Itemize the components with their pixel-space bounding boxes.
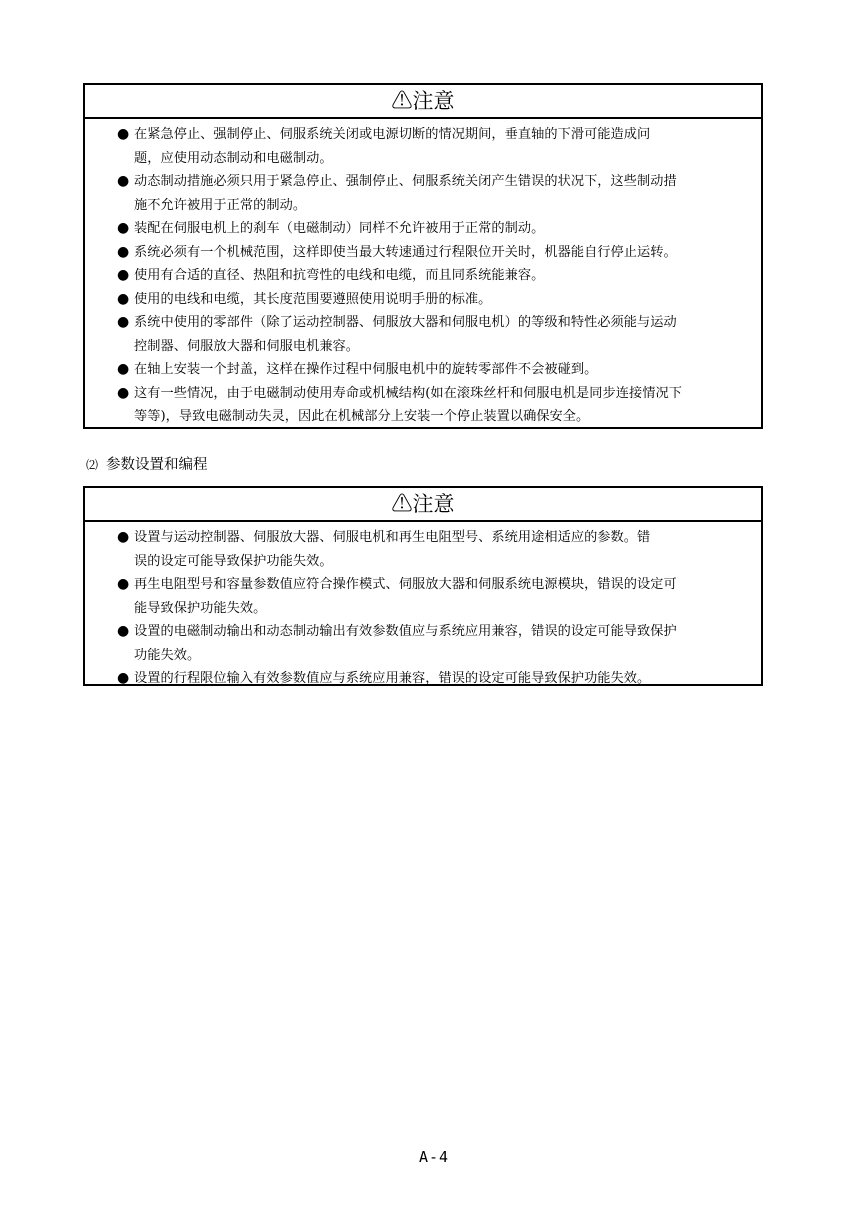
caution-item-line: 再生电阻型号和容量参数值应符合操作模式、伺服放大器和伺服系统电源模块，错误的设定可 (134, 577, 677, 592)
caution-item-line: 系统必须有一个机械范围，这样即使当最大转速通过行程限位开关时，机器能自行停止运转。 (134, 244, 677, 260)
caution-item-line: 使用有合适的直径、热阻和抗弯性的电线和电缆，而且同系统能兼容。 (134, 268, 545, 283)
caution-item-line: 题，应使用动态制动和电磁制动。 (134, 150, 333, 166)
caution-item-line: 这有一些情况，由于电磁制动使用寿命或机械结构(如在滚珠丝杆和伺服电机是同步连接情况下 (134, 385, 682, 401)
bullet-icon: ● (117, 384, 130, 401)
caution-box-braking (83, 83, 763, 429)
bullet-icon: ● (117, 220, 130, 236)
caution-header (85, 488, 761, 522)
caution-item-line: 功能失效。 (134, 647, 201, 663)
bullet-icon: ● (117, 670, 130, 686)
caution-item (117, 382, 755, 429)
page-number: A-4 (418, 1148, 450, 1166)
caution-item-line: 施不允许被用于正常的制动。 (134, 197, 307, 213)
caution-item-line: 控制器、伺服放大器和伺服电机兼容。 (134, 338, 360, 354)
caution-title: ⚠注意 (391, 491, 455, 516)
caution-list (85, 119, 761, 435)
caution-box-parameters (83, 486, 763, 686)
caution-item-line: 设置的电磁制动输出和动态制动输出有效参数值应与系统应用兼容，错误的设定可能导致保护 (134, 624, 677, 639)
caution-item-line: 设置与运动控制器、伺服放大器、伺服电机和再生电阻型号、系统用途相适应的参数。错 (134, 530, 651, 545)
caution-item (117, 288, 755, 312)
bullet-icon: ● (117, 529, 130, 545)
caution-header (85, 85, 761, 119)
caution-item-line: 等等)，导致电磁制动失灵，因此在机械部分上安装一个停止装置以确保安全。 (134, 409, 590, 424)
caution-item-line: 在紧急停止、强制停止、伺服系统关闭或电源切断的情况期间，垂直轴的下滑可能造成问 (134, 127, 651, 142)
caution-item (117, 264, 755, 288)
caution-item (117, 123, 755, 170)
caution-item-line: 误的设定可能导致保护功能失效。 (134, 553, 333, 569)
bullet-icon: ● (117, 173, 130, 189)
bullet-icon: ● (117, 267, 130, 283)
bullet-icon: ● (117, 623, 130, 639)
caution-item (117, 358, 755, 382)
caution-title: ⚠注意 (391, 88, 455, 113)
caution-item-line: 使用的电线和电缆，其长度范围要遵照使用说明手册的标准。 (134, 291, 492, 307)
caution-item-line: 能导致保护功能失效。 (134, 600, 267, 616)
caution-item (117, 526, 755, 573)
caution-item-line: 设置的行程限位输入有效参数值应与系统应用兼容，错误的设定可能导致保护功能失效。 (134, 671, 651, 686)
bullet-icon: ● (117, 243, 130, 260)
bullet-icon: ● (117, 361, 130, 377)
section-heading-parameter-settings (86, 455, 208, 475)
bullet-icon: ● (117, 576, 130, 592)
caution-item (117, 217, 755, 241)
section-title: 参数设置和编程 (106, 457, 208, 473)
caution-item (117, 620, 755, 667)
caution-item (117, 667, 755, 691)
caution-list (85, 522, 761, 697)
bullet-icon: ● (117, 290, 130, 307)
caution-item (117, 170, 755, 217)
caution-item-line: 在轴上安装一个封盖，这样在操作过程中伺服电机中的旋转零部件不会被碰到。 (134, 362, 598, 377)
caution-item (117, 311, 755, 358)
section-number: ⑵ (86, 458, 99, 472)
caution-item (117, 241, 755, 265)
caution-item-line: 装配在伺服电机上的刹车（电磁制动）同样不允许被用于正常的制动。 (134, 221, 545, 236)
caution-item-line: 动态制动措施必须只用于紧急停止、强制停止、伺服系统关闭产生错误的状况下，这些制动措 (134, 174, 677, 189)
bullet-icon: ● (117, 126, 130, 142)
bullet-icon: ● (117, 314, 130, 330)
caution-item (117, 573, 755, 620)
caution-item-line: 系统中使用的零部件（除了运动控制器、伺服放大器和伺服电机）的等级和特性必须能与运动 (134, 315, 677, 330)
